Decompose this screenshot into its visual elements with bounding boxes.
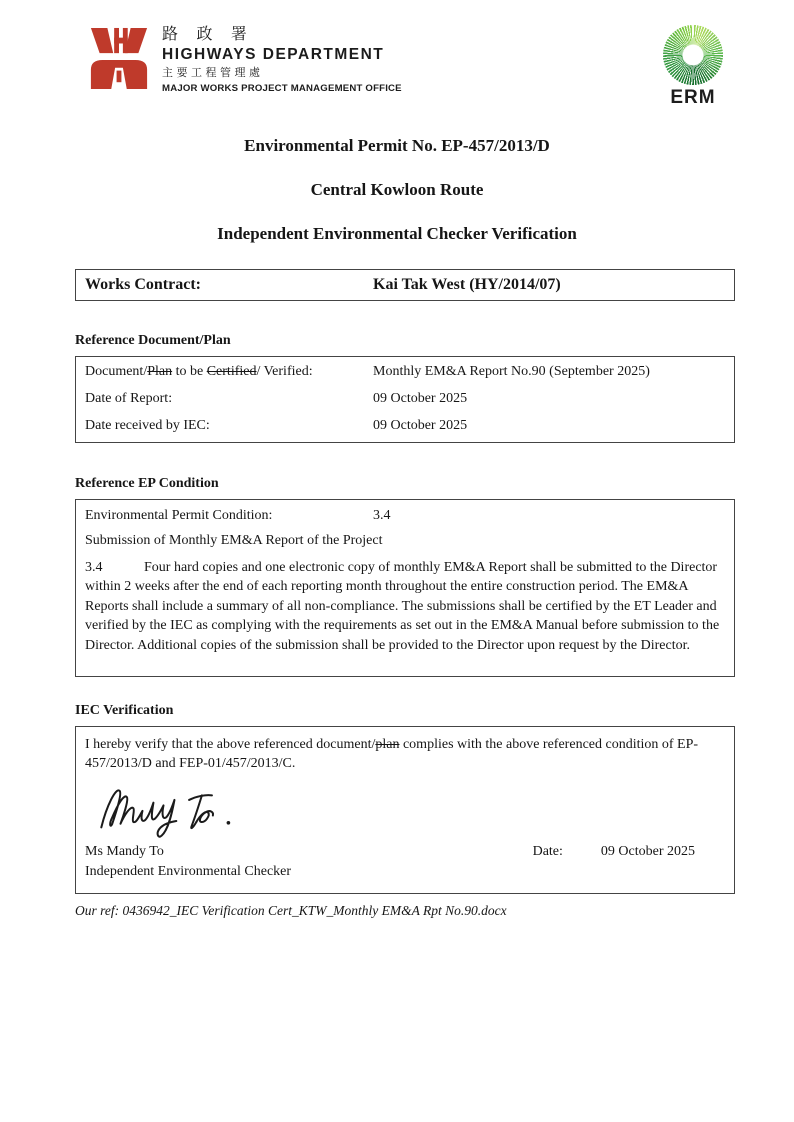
works-contract-value: Kai Tak West (HY/2014/07)	[373, 276, 561, 293]
erm-sunburst-icon	[663, 25, 723, 85]
date-received-row	[85, 418, 725, 434]
document-verified-label	[85, 364, 373, 380]
office-name-english: MAJOR WORKS PROJECT MANAGEMENT OFFICE	[162, 82, 402, 94]
signature-handwriting	[85, 778, 295, 842]
date-of-report-value: 09 October 2025	[373, 391, 468, 406]
document-verified-value: Monthly EM&A Report No.90 (September 2025)	[373, 364, 650, 379]
title-block	[59, 137, 735, 243]
department-text-block	[162, 25, 402, 94]
statement-struck-plan: plan	[375, 737, 400, 752]
date-of-report-label: Date of Report:	[85, 391, 173, 406]
dept-name-english: HIGHWAYS DEPARTMENT	[162, 45, 385, 63]
date-of-report-row	[85, 391, 725, 407]
signer-date-row	[85, 844, 725, 860]
works-contract-box	[75, 269, 735, 301]
erm-logo-block	[663, 25, 723, 109]
signer-name: Ms Mandy To	[85, 844, 164, 859]
signature-area	[85, 778, 725, 842]
works-contract-label: Works Contract:	[85, 276, 201, 293]
reference-ep-heading: Reference EP Condition	[75, 476, 219, 491]
ep-condition-label: Environmental Permit Condition:	[85, 508, 273, 523]
reference-document-box	[75, 356, 735, 443]
ep-subtitle: Submission of Monthly EM&A Report of the Project	[85, 533, 383, 548]
document-type-title: Independent Environmental Checker Verification	[217, 224, 577, 243]
erm-logo-label: ERM	[670, 87, 716, 108]
label-mid: to be	[172, 364, 207, 379]
label-struck-certified: Certified	[206, 364, 257, 379]
iec-verification-box	[75, 726, 735, 894]
document-verified-row	[85, 364, 725, 380]
date-label: Date:	[532, 844, 563, 859]
ep-condition-value: 3.4	[373, 508, 391, 523]
label-struck-plan: Plan	[147, 364, 173, 379]
date-value: 09 October 2025	[600, 844, 695, 859]
works-contract-row	[85, 276, 725, 294]
ep-clause-paragraph	[85, 558, 725, 655]
date-received-value: 09 October 2025	[373, 418, 468, 433]
statement-prefix: I hereby verify that the above referenced document/	[85, 737, 376, 752]
our-ref-line: Our ref: 0436942_IEC Verification Cert_KTW_Monthly EM&A Rpt No.90.docx	[75, 903, 507, 918]
ep-condition-row	[85, 508, 725, 524]
date-received-label: Date received by IEC:	[85, 418, 210, 433]
clause-text: Four hard copies and one electronic copy of monthly EM&A Report shall be submitted to the Director within 2 weeks after the end of each reporting month throughout the entire construction period. The EM&A Reports shall include a summary of all non-compliance. The submissions shall be certified by the ET Leader and verified by the IEC as complying with the requirements as set out in the EM&A Manual before submission to the Director. Additional copies of the submission shall be provided to the Director upon request by the Director.	[85, 560, 720, 653]
reference-ep-box	[75, 499, 735, 677]
dept-name-chinese: 路 政 署	[162, 26, 254, 43]
signer-title: Independent Environmental Checker	[85, 864, 292, 879]
office-name-chinese: 主要工程管理處	[162, 67, 264, 80]
project-title: Central Kowloon Route	[310, 180, 484, 199]
statement-suffix: complies with the above referenced condition of EP-457/2013/D and FEP-01/457/2013/C.	[85, 737, 699, 771]
clause-number: 3.4	[85, 560, 103, 575]
highways-department-block	[88, 25, 402, 94]
header	[88, 25, 735, 109]
label-suffix: / Verified:	[256, 364, 313, 379]
reference-document-heading: Reference Document/Plan	[75, 333, 231, 348]
iec-verification-heading: IEC Verification	[75, 703, 174, 718]
highways-department-logo-icon	[88, 25, 150, 91]
label-prefix: Document/	[85, 364, 148, 379]
verification-statement	[85, 735, 725, 773]
permit-number-title: Environmental Permit No. EP-457/2013/D	[244, 136, 550, 155]
